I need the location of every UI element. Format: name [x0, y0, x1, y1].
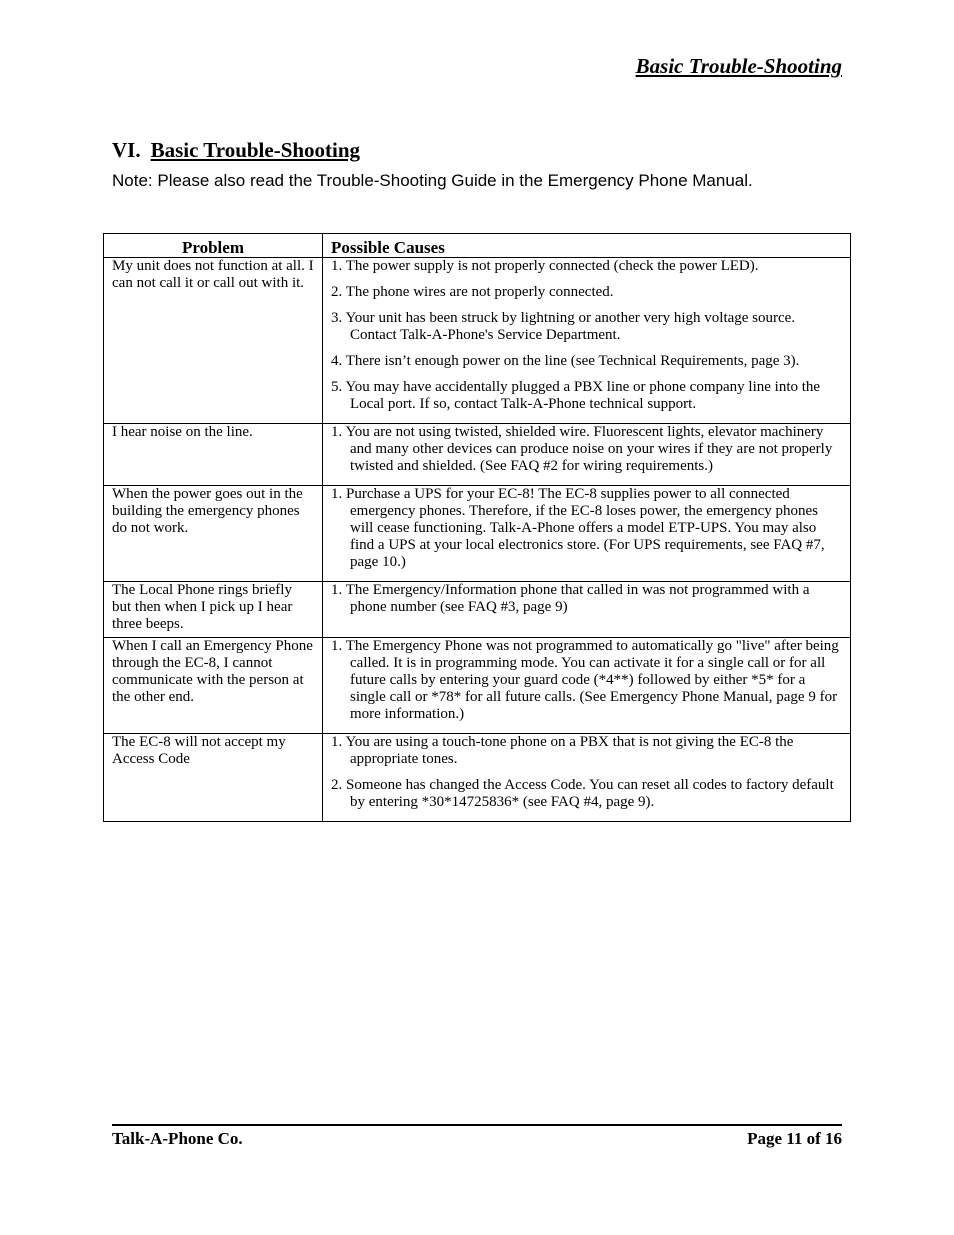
table-body [104, 258, 851, 822]
causes-cell [323, 582, 851, 638]
section-note: Note: Please also read the Trouble-Shooting Guide in the Emergency Phone Manual. [112, 171, 753, 190]
table-row [104, 638, 851, 734]
problem-cell: My unit does not function at all. I can not call it or call out with it. [104, 258, 323, 424]
causes-cell [323, 258, 851, 424]
cause-item: 3. Your unit has been struck by lightning or another very high voltage source. Contact Talk-A-Phone's Service Department. [331, 310, 796, 343]
causes-cell [323, 424, 851, 486]
section-title: Basic Trouble-Shooting [150, 138, 361, 162]
cause-item: 1. The Emergency Phone was not programmed to automatically go "live" after being called. It is in programming mode. You can activate it for a single call or for all future calls by entering your guard code (*4**) followed by either *5* for a single call or *78* for all future calls. (See Emergency Phone Manual, page 9 for more information.) [331, 638, 839, 722]
running-header: Basic Trouble-Shooting [635, 54, 842, 78]
problem-cell: When the power goes out in the building the emergency phones do not work. [104, 486, 323, 582]
causes-cell [323, 734, 851, 822]
problem-cell: The Local Phone rings briefly but then when I pick up I hear three beeps. [104, 582, 323, 638]
causes-cell [323, 486, 851, 582]
footer-company: Talk-A-Phone Co. [112, 1129, 243, 1148]
table-row [104, 582, 851, 638]
cause-list [331, 424, 842, 475]
causes-cell [323, 638, 851, 734]
section-heading [112, 138, 360, 163]
table-row [104, 258, 851, 424]
table-row [104, 734, 851, 822]
cause-list [331, 258, 842, 413]
troubleshooting-table [103, 233, 851, 822]
table-row [104, 486, 851, 582]
cause-item: 1. The Emergency/Information phone that called in was not programmed with a phone number (see FAQ #3, page 9) [331, 582, 810, 615]
column-header-problem: Problem [104, 234, 323, 258]
footer-page-number: Page 11 of 16 [747, 1129, 842, 1148]
cause-list [331, 734, 842, 811]
cause-item: 5. You may have accidentally plugged a PBX line or phone company line into the Local port. If so, contact Talk-A-Phone technical support. [331, 379, 821, 412]
cause-item: 2. The phone wires are not properly connected. [331, 284, 614, 300]
cause-item: 1. You are using a touch-tone phone on a PBX that is not giving the EC-8 the appropriate tones. [331, 734, 794, 767]
problem-cell: I hear noise on the line. [104, 424, 323, 486]
cause-item: 1. The power supply is not properly connected (check the power LED). [331, 258, 759, 274]
cause-item: 1. Purchase a UPS for your EC-8! The EC-8 supplies power to all connected emergency phones. Therefore, if the EC-8 loses power, the emergency phones will cease functioning. Talk-A-Phone offers a model ETP-UPS. You may also find a UPS at your local electronics store. (For UPS requirements, see FAQ #7, page 10.) [331, 486, 825, 570]
cause-item: 1. You are not using twisted, shielded wire. Fluorescent lights, elevator machinery and many other devices can produce noise on your wires if they are not properly twisted and shielded. (See FAQ #2 for wiring requirements.) [331, 424, 833, 474]
cause-list [331, 582, 842, 616]
cause-item: 4. There isn’t enough power on the line (see Technical Requirements, page 3). [331, 353, 800, 369]
problem-cell: When I call an Emergency Phone through the EC-8, I cannot communicate with the person at the other end. [104, 638, 323, 734]
cause-list [331, 638, 842, 723]
table-row [104, 424, 851, 486]
problem-cell: The EC-8 will not accept my Access Code [104, 734, 323, 822]
column-header-causes: Possible Causes [323, 234, 851, 258]
cause-item: 2. Someone has changed the Access Code. You can reset all codes to factory default by entering *30*14725836* (see FAQ #4, page 9). [331, 777, 834, 810]
table-header-row [104, 234, 851, 258]
section-number: VI. [112, 138, 141, 162]
footer-rule [112, 1124, 842, 1126]
cause-list [331, 486, 842, 571]
